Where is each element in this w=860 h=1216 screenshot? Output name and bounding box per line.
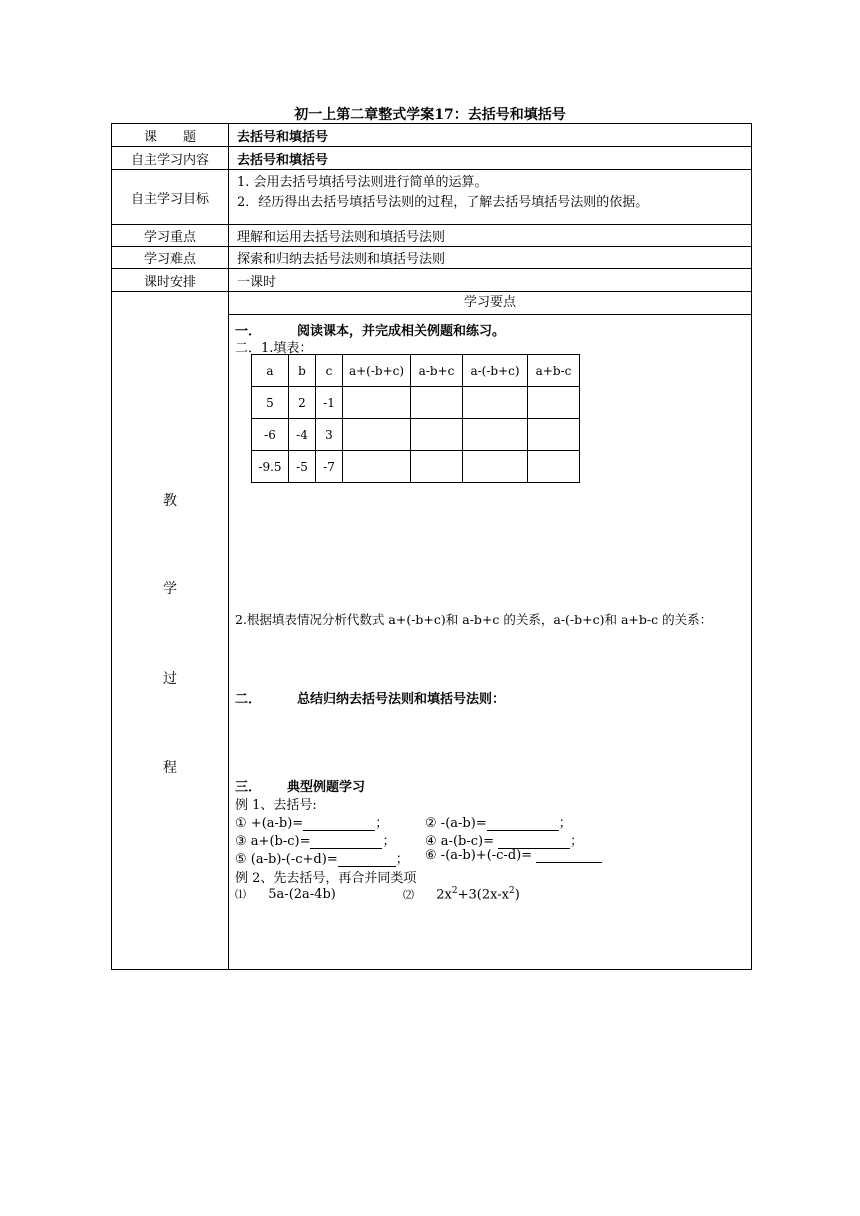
fill-table xyxy=(251,354,580,483)
table-cell-blank[interactable] xyxy=(343,451,411,483)
goals-list xyxy=(237,173,648,213)
table-header-cell: c xyxy=(316,355,343,387)
table-header-cell: a+(-b+c) xyxy=(343,355,411,387)
table-header-cell: a+b-c xyxy=(528,355,580,387)
item-mark: ⑥ xyxy=(425,848,437,863)
expr-part: ) xyxy=(514,887,520,903)
analysis-prompt: 2.根据填表情况分析代数式 a+(-b+c)和 a-b+c 的关系，a-(-b+c)和 a+b-c 的关系： xyxy=(235,612,713,627)
table-cell-blank[interactable] xyxy=(463,419,528,451)
item-end: ； xyxy=(570,834,584,849)
item-end: ； xyxy=(558,816,572,831)
topic-value: 去括号和填括号 xyxy=(237,129,329,145)
example2-title: 例 2、先去括号，再合并同类项 xyxy=(235,871,417,886)
key-points-header: 学习要点 xyxy=(229,292,751,315)
table-cell: 3 xyxy=(316,419,343,451)
table-cell: -1 xyxy=(316,387,343,419)
table-cell: -5 xyxy=(289,451,316,483)
answer-blank[interactable] xyxy=(303,816,375,831)
process-label-column xyxy=(112,292,229,969)
item-mark: ① xyxy=(235,816,247,831)
expr-part: +3(2x-x xyxy=(457,887,509,903)
table-cell-blank[interactable] xyxy=(528,387,580,419)
table-header-cell: a-b+c xyxy=(411,355,463,387)
document-title: 初一上第二章整式学案17：去括号和填括号 xyxy=(294,107,566,123)
content-value: 去括号和填括号 xyxy=(237,152,329,168)
table-cell: 2 xyxy=(289,387,316,419)
section1-text: 阅读课本，并完成相关例题和练习。 xyxy=(297,324,506,339)
item-expression: -(a-b)+(-c-d)= xyxy=(440,848,537,863)
exponent: 2 xyxy=(508,886,515,896)
hours-value: 一课时 xyxy=(237,274,277,290)
table-cell: -7 xyxy=(316,451,343,483)
item-mark: ⑴ xyxy=(235,888,246,901)
topic-label: 课 题 xyxy=(112,124,229,146)
item-mark: ③ xyxy=(235,834,247,849)
table-cell: -9.5 xyxy=(252,451,289,483)
example1-item xyxy=(235,848,409,867)
example1-item xyxy=(425,812,572,831)
table-cell-blank[interactable] xyxy=(343,387,411,419)
section3-number: 三． xyxy=(235,780,262,795)
example2-item-2 xyxy=(403,886,520,902)
table-header-cell: a-(-b+c) xyxy=(463,355,528,387)
answer-blank[interactable] xyxy=(487,816,559,831)
item-expression: -(a-b)= xyxy=(440,816,487,831)
section2-number: 二． xyxy=(235,692,262,707)
difficulty-value: 探索和归纳去括号法则和填括号法则 xyxy=(237,252,446,267)
row-topic xyxy=(112,124,751,147)
example1-title: 例 1、去括号: xyxy=(235,798,317,813)
process-char: 学 xyxy=(163,581,177,597)
expr-part: 2x xyxy=(436,887,452,903)
table-cell-blank[interactable] xyxy=(528,419,580,451)
item-expression: a+(b-c)= xyxy=(250,834,311,849)
table-cell-blank[interactable] xyxy=(343,419,411,451)
answer-blank[interactable] xyxy=(338,852,396,867)
process-char: 过 xyxy=(163,671,177,687)
table-row xyxy=(252,451,580,483)
item-expression: +(a-b)= xyxy=(250,816,304,831)
row-difficulty xyxy=(112,247,751,269)
table-row xyxy=(252,355,580,387)
section3-text: 典型例题学习 xyxy=(287,780,366,795)
table-cell-blank[interactable] xyxy=(411,419,463,451)
section1-number: 一． xyxy=(235,324,262,339)
goal-item: 2．经历得出去括号填括号法则的过程，了解去括号填括号法则的依据。 xyxy=(237,195,649,210)
item-end: ； xyxy=(375,816,389,831)
goal-item: 1. 会用去括号填括号法则进行简单的运算。 xyxy=(237,175,488,190)
table-cell-blank[interactable] xyxy=(463,387,528,419)
row-focus xyxy=(112,225,751,247)
process-content xyxy=(229,292,751,969)
item-mark: ⑤ xyxy=(235,852,247,867)
content-label: 自主学习内容 xyxy=(112,147,229,169)
item-mark: ⑵ xyxy=(403,888,414,902)
difficulty-label: 学习难点 xyxy=(112,247,229,268)
example1-item xyxy=(235,812,388,831)
answer-blank[interactable] xyxy=(310,834,382,849)
focus-label: 学习重点 xyxy=(112,225,229,246)
focus-value: 理解和运用去括号法则和填括号法则 xyxy=(237,230,446,245)
table-cell: 5 xyxy=(252,387,289,419)
answer-blank[interactable] xyxy=(498,834,570,849)
process-char: 程 xyxy=(163,760,177,776)
item-expression: a-(b-c)= xyxy=(440,834,499,849)
table-header-cell: a xyxy=(252,355,289,387)
item-mark: ② xyxy=(425,816,437,831)
table-cell: -4 xyxy=(289,419,316,451)
table-header-cell: b xyxy=(289,355,316,387)
table-row xyxy=(252,387,580,419)
section2-text: 总结归纳去括号法则和填括号法则： xyxy=(297,692,506,707)
item-expression: (a-b)-(-c+d)= xyxy=(250,852,338,867)
row-goals xyxy=(112,170,751,225)
item-end: ； xyxy=(395,852,409,867)
item-mark: ④ xyxy=(425,834,437,849)
row-content xyxy=(112,147,751,170)
table-cell-blank[interactable] xyxy=(411,387,463,419)
item-expression: 5a-(2a-4b) xyxy=(268,887,336,902)
example1-item xyxy=(425,848,602,863)
exponent: 2 xyxy=(451,886,458,896)
table-cell-blank[interactable] xyxy=(463,451,528,483)
process-char: 教 xyxy=(163,493,177,509)
example1-item xyxy=(425,830,583,849)
row-hours xyxy=(112,269,751,292)
table-cell-blank[interactable] xyxy=(411,451,463,483)
hours-label: 课时安排 xyxy=(112,269,229,291)
answer-blank[interactable] xyxy=(536,848,602,863)
item-end: ； xyxy=(382,834,396,849)
table-cell: -6 xyxy=(252,419,289,451)
lesson-plan-table xyxy=(111,123,752,970)
goals-label: 自主学习目标 xyxy=(112,170,229,224)
example2-item-1 xyxy=(235,886,336,902)
table-row xyxy=(252,419,580,451)
example1-item xyxy=(235,830,396,849)
table-cell-blank[interactable] xyxy=(528,451,580,483)
fill-table-title: 二．1.填表： xyxy=(235,341,313,356)
